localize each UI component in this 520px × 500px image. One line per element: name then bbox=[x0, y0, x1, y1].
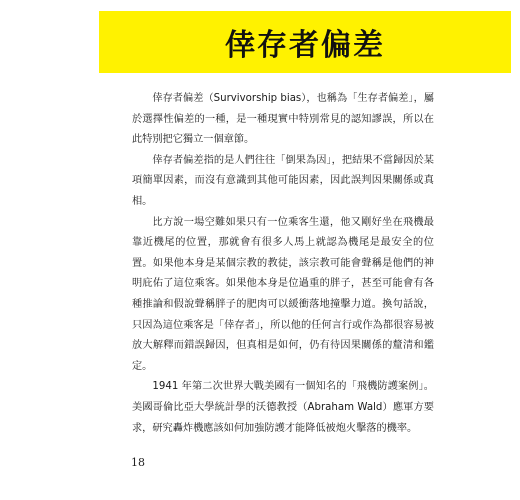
page-number: 18 bbox=[131, 456, 145, 469]
body-text bbox=[132, 89, 434, 439]
paragraph: 倖存者偏差（Survivorship bias），也稱為「生存者偏差」，屬於選擇性偏差的一種，是一種現實中特別常見的認知謬誤，所以在此特別把它獨立一個章節。 bbox=[132, 93, 434, 146]
paragraph: 倖存者偏差指的是人們往往「倒果為因」，把結果不當歸因於某項簡單因素，而沒有意識到其他可能因素，因此誤判因果關係或真相。 bbox=[132, 154, 434, 207]
chapter-title-banner bbox=[99, 11, 511, 73]
paragraph: 1941 年第二次世界大戰美國有一個知名的「飛機防護案例」。美國哥倫比亞大學統計學的沃德教授（Abraham Wald）應軍方要求，研究轟炸機應該如何加強防護才能降低被炮火擊落的機率。 bbox=[132, 381, 434, 434]
paragraph: 比方說一場空難如果只有一位乘客生還，他又剛好坐在飛機最靠近機尾的位置，那就會有很多人馬上就認為機尾是最安全的位置。如果他本身是某個宗教的教徒，該宗教可能會聲稱是他們的神明庇佑了這位乘客。如果他本身是位過重的胖子，甚至可能會有各種推論和假說聲稱胖子的肥肉可以緩衝落地撞擊力道。換句話說，只因為這位乘客是「倖存者」，所以他的任何言行或作為都很容易被放大解釋而錯誤歸因，但真相是如何，仍有待因果關係的釐清和鑑定。 bbox=[132, 216, 434, 372]
chapter-title: 倖存者偏差 bbox=[225, 28, 385, 63]
